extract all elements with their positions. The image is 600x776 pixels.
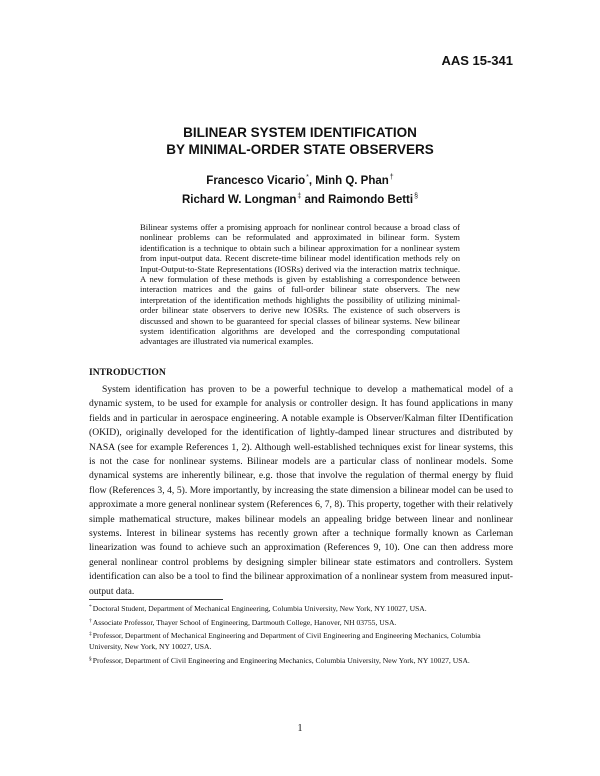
footnote-text: Professor, Department of Civil Engineering and Engineering Mechanics, Columbia University, New York, NY 10027, USA. (92, 655, 470, 665)
author-name: Francesco Vicario (206, 175, 306, 187)
footnote-text: Professor, Department of Mechanical Engineering and Department of Civil Engineering and Engineering Mechanics, Columbia University, New York, NY 10027, USA. (89, 631, 481, 652)
footnote-marker: § (89, 655, 92, 662)
introduction-paragraph: System identification has proven to be a powerful technique to develop a mathematical model of a dynamic system, to be used for example for analysis or controller design. It has found applications in many fields and in particular in aerospace engineering. A notable example is Observer/Kalman filter IDentification (OKID), originally developed for the identification of lightly-damped linear structures and distributed by NASA (see for example References 1, 2). Although well-established techniques exist for linear systems, this is not the case for nonlinear systems. Bilinear models are a particular class of nonlinear models. Some dynamical systems are inherently bilinear, e.g. those that involve the regulation of thermal energy by fluid flow (References 3, 4, 5). More importantly, by increasing the state dimension a bilinear model can be used to approximate a more general nonlinear system (References 6, 7, 8). This property, together with their relatively simple mathematical structure, makes bilinear models an appealing bridge between linear and nonlinear systems. Interest in bilinear systems has recently grown after a technique formally known as Carleman linearization was found to achieve such an approximation (References 9, 10). One can then address more general nonlinear control problems by designing simpler bilinear state estimators and controllers. System identification can also be a tool to find the bilinear approximation of a nonlinear system from measured input-output data. (89, 384, 513, 597)
footnote-divider (89, 599, 223, 600)
author-name: Richard W. Longman (181, 194, 297, 206)
footnote-marker: ‡ (89, 631, 92, 638)
footnote-text: Associate Professor, Thayer School of Engineering, Dartmouth College, Hanover, NH 03755, USA. (92, 617, 397, 627)
author-footnote-marker: § (414, 193, 418, 200)
abstract: Bilinear systems offer a promising approach for nonlinear control because a broad class of nonlinear problems can be reformulated and approximated in bilinear form. System identification is a technique to obtain such a bilinear approximation for a nonlinear system from input-output data. Recent discrete-time bilinear model identification methods rely on Input-Output-to-State Representations (IOSRs) derived via the interaction matrix technique. A new formulation of these methods is given by establishing a correspondence between interaction matrices and the gains of full-order bilinear state observers. The new interpretation of the identification methods highlights the possibility of utilizing minimal-order bilinear state observers to derive new IOSRs. The existence of such observers is discussed and shown to be guaranteed for special classes of bilinear systems. New bilinear system identification algorithms are developed and the corresponding computational advantages are illustrated via numerical examples. (140, 222, 460, 347)
report-number: AAS 15-341 (441, 53, 513, 68)
author-name: Minh Q. Phan (315, 175, 389, 187)
footnote-text: Doctoral Student, Department of Mechanical Engineering, Columbia University, New York, NY 10027, USA. (92, 604, 427, 613)
author-list (0, 170, 600, 208)
footnote (89, 654, 513, 667)
author-separator: , (308, 175, 316, 187)
paper-title (0, 124, 600, 158)
page-number: 1 (297, 723, 303, 734)
author-footnote-marker: † (389, 174, 394, 181)
author-name: Raimondo Betti (328, 194, 414, 206)
author-footnote-marker: ‡ (297, 193, 302, 200)
title-line-1: BILINEAR SYSTEM IDENTIFICATION (183, 125, 417, 140)
footnote-marker: * (89, 604, 92, 610)
section-heading-introduction: INTRODUCTION (89, 367, 166, 378)
title-line-2: BY MINIMAL-ORDER STATE OBSERVERS (166, 142, 434, 157)
author-line-2 (0, 189, 600, 208)
author-separator: and (301, 194, 329, 206)
footnote (89, 602, 513, 615)
footnote-marker: † (89, 617, 92, 624)
author-footnote-marker: * (306, 174, 309, 181)
author-line-1 (0, 170, 600, 189)
footnotes (89, 602, 513, 668)
footnote (89, 616, 513, 629)
footnote (89, 629, 513, 652)
